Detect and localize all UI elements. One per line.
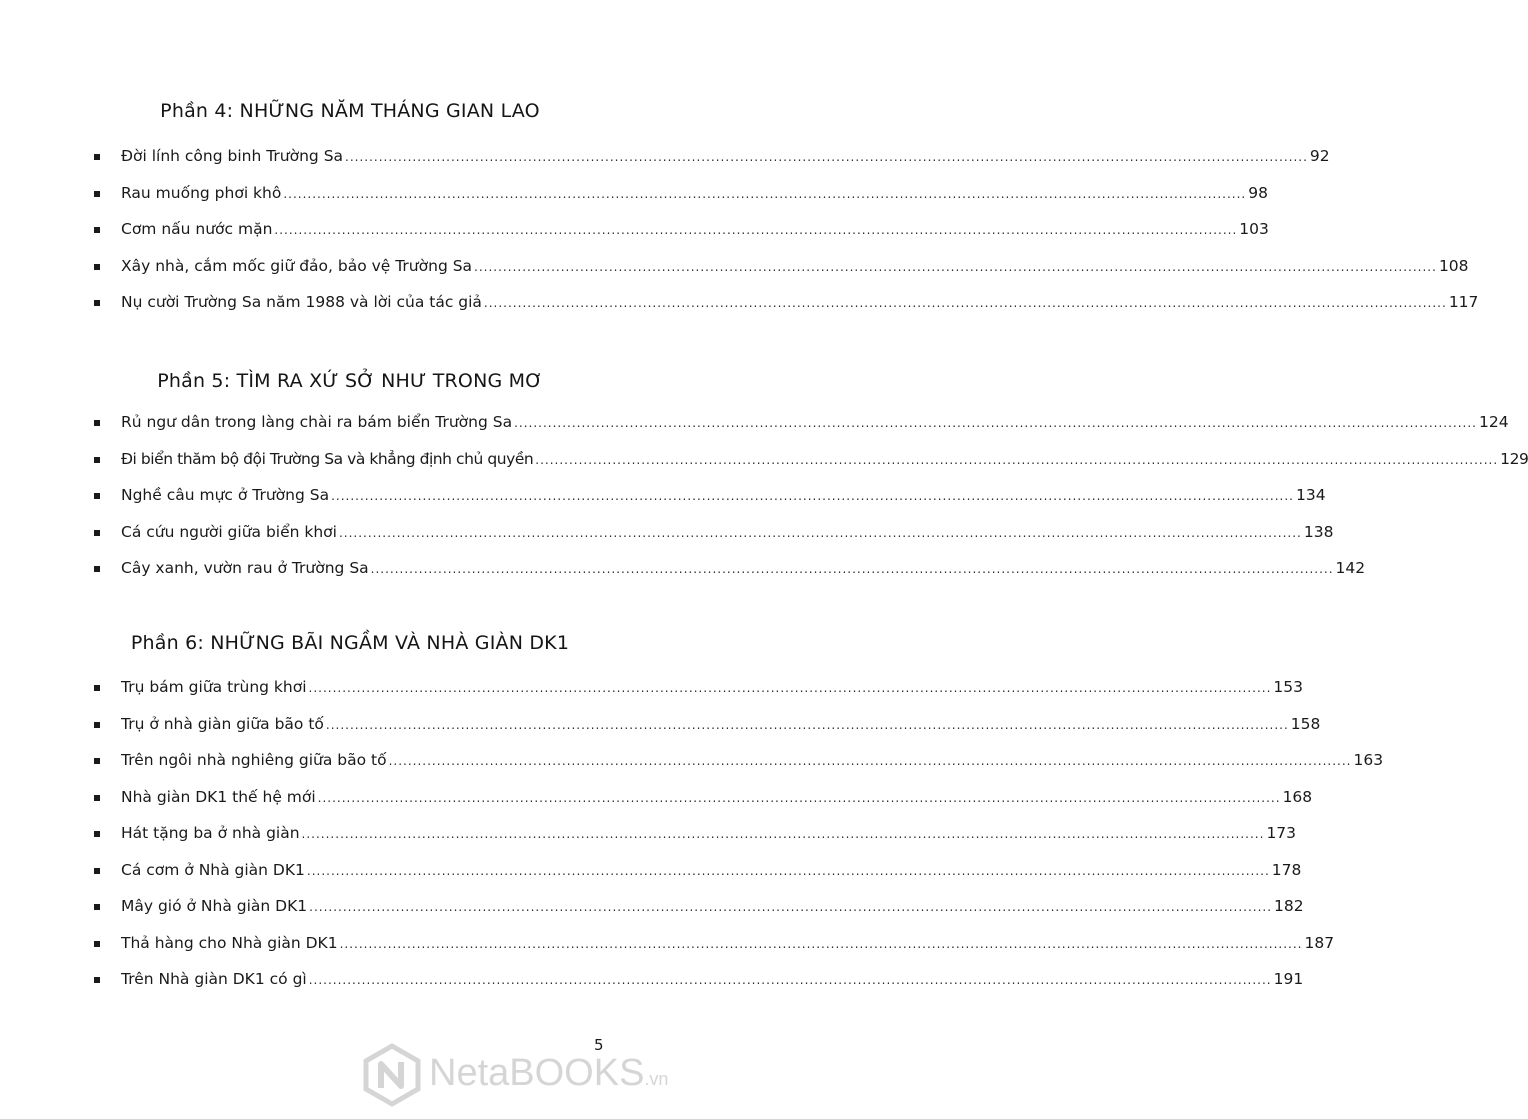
toc-item-title: Xây nhà, cắm mốc giữ đảo, bảo vệ Trường Sa	[121, 256, 473, 275]
toc-item[interactable]	[0, 447, 1528, 484]
toc-item[interactable]	[0, 712, 1321, 749]
toc-item-page: 134	[1295, 486, 1326, 504]
page-number: 5	[594, 1036, 604, 1054]
toc-item-title: Cây xanh, vườn rau ở Trường Sa	[121, 559, 369, 577]
watermark-text: NetaBOOKS.vn	[429, 1052, 669, 1094]
bullet-icon	[94, 264, 100, 270]
bullet-icon	[94, 300, 100, 306]
dot-leader: ........................................................................................................................................................................................................	[301, 827, 1265, 841]
section-5-list	[0, 410, 1528, 593]
toc-item-title: Rủ ngư dân trong làng chài ra bám biển Trường Sa	[121, 413, 513, 431]
toc-item[interactable]	[0, 675, 1304, 712]
toc-item-title: Trên ngôi nhà nghiêng giữa bão tố	[121, 751, 387, 769]
dot-leader: ........................................................................................................................................................................................................	[274, 223, 1238, 237]
toc-item-page: 153	[1273, 678, 1304, 696]
toc-item-title: Trên Nhà giàn DK1 có gì	[121, 970, 307, 988]
toc-item-page: 187	[1304, 933, 1335, 952]
toc-item-title: Cơm nấu nước mặn	[121, 220, 273, 238]
dot-leader: ........................................................................................................................................................................................................	[483, 296, 1447, 310]
toc-item-page: 117	[1448, 293, 1479, 311]
toc-item-page: 158	[1290, 714, 1321, 733]
toc-item-page: 191	[1273, 970, 1304, 988]
toc-item-title: Đời lính công binh Trường Sa	[121, 147, 344, 165]
toc-item-title: Mây gió ở Nhà giàn DK1	[121, 897, 308, 915]
toc-item[interactable]	[0, 748, 1384, 785]
toc-item-page: 182	[1274, 897, 1304, 915]
toc-item-page: 98	[1248, 183, 1268, 202]
dot-leader: ........................................................................................................................................................................................................	[388, 754, 1352, 768]
toc-item[interactable]	[0, 967, 1304, 1004]
bullet-icon	[94, 685, 100, 691]
toc-item-page: 124	[1478, 413, 1509, 431]
dot-leader: ........................................................................................................................................................................................................	[325, 717, 1289, 732]
section-4-list	[0, 144, 1479, 327]
dot-leader: ........................................................................................................................................................................................................	[474, 259, 1437, 274]
dot-leader: ........................................................................................................................................................................................................	[308, 973, 1272, 987]
toc-item[interactable]	[0, 785, 1313, 822]
section-4-title: Phần 4: NHỮNG NĂM THÁNG GIAN LAO	[160, 100, 540, 122]
bullet-icon	[94, 191, 100, 197]
toc-item[interactable]	[0, 520, 1334, 557]
toc-item-title: Rau muống phơi khô	[121, 183, 282, 202]
toc-item-page: 163	[1353, 751, 1384, 769]
dot-leader: ........................................................................................................................................................................................................	[317, 790, 1281, 805]
bullet-icon	[94, 493, 100, 499]
toc-item-page: 168	[1282, 787, 1313, 806]
toc-item-title: Hát tặng ba ở nhà giàn	[121, 824, 300, 842]
toc-item-title: Cá cứu người giữa biển khơi	[121, 522, 337, 541]
toc-item-title: Thả hàng cho Nhà giàn DK1	[121, 933, 338, 952]
toc-item[interactable]	[0, 894, 1304, 931]
toc-item[interactable]	[0, 410, 1509, 447]
toc-item-title: Đi biển thăm bộ đội Trường Sa và khẳng định chủ quyền	[121, 449, 534, 468]
toc-item-page: 129	[1500, 449, 1528, 468]
dot-leader: ........................................................................................................................................................................................................	[345, 150, 1308, 164]
toc-item-page: 142	[1335, 559, 1366, 577]
dot-leader: ........................................................................................................................................................................................................	[535, 452, 1499, 467]
bullet-icon	[94, 154, 100, 160]
toc-item[interactable]	[0, 217, 1269, 254]
bullet-icon	[94, 831, 100, 837]
netabooks-logo-icon	[363, 1044, 421, 1106]
toc-item-title: Nghề câu mực ở Trường Sa	[121, 486, 330, 504]
section-5-title: Phần 5: TÌM RA XỨ SỞ NHƯ TRONG MƠ	[157, 370, 543, 392]
toc-item[interactable]	[0, 556, 1366, 593]
toc-item[interactable]	[0, 483, 1326, 520]
section-6-list	[0, 675, 1384, 1004]
dot-leader: ........................................................................................................................................................................................................	[339, 936, 1303, 951]
toc-item-page: 173	[1266, 824, 1297, 842]
dot-leader: ........................................................................................................................................................................................................	[283, 186, 1247, 201]
watermark	[363, 1038, 693, 1108]
toc-item-title: Trụ bám giữa trùng khơi	[121, 678, 307, 696]
toc-item[interactable]	[0, 144, 1330, 181]
dot-leader: ........................................................................................................................................................................................................	[338, 525, 1302, 540]
dot-leader: ........................................................................................................................................................................................................	[331, 489, 1294, 503]
toc-item-page: 108	[1438, 256, 1469, 275]
bullet-icon	[94, 795, 100, 801]
toc-item-page: 92	[1309, 147, 1330, 165]
toc-item-title: Nụ cười Trường Sa năm 1988 và lời của tác giả	[121, 293, 482, 311]
section-6-title: Phần 6: NHỮNG BÃI NGẦM VÀ NHÀ GIÀN DK1	[130, 632, 570, 654]
toc-item-page: 178	[1271, 860, 1302, 879]
dot-leader: ........................................................................................................................................................................................................	[306, 863, 1270, 878]
bullet-icon	[94, 530, 100, 536]
bullet-icon	[94, 977, 100, 983]
toc-item[interactable]	[0, 858, 1302, 895]
toc-item[interactable]	[0, 821, 1297, 858]
toc-item[interactable]	[0, 254, 1469, 291]
toc-item[interactable]	[0, 181, 1268, 218]
dot-leader: ........................................................................................................................................................................................................	[370, 562, 1334, 576]
toc-item-page: 138	[1303, 522, 1334, 541]
bullet-icon	[94, 941, 100, 947]
bullet-icon	[94, 420, 100, 426]
toc-item-title: Cá cơm ở Nhà giàn DK1	[121, 860, 305, 879]
bullet-icon	[94, 722, 100, 728]
toc-item[interactable]	[0, 290, 1479, 327]
bullet-icon	[94, 758, 100, 764]
bullet-icon	[94, 904, 100, 910]
toc-item[interactable]	[0, 931, 1335, 968]
dot-leader: ........................................................................................................................................................................................................	[514, 416, 1477, 430]
dot-leader: ........................................................................................................................................................................................................	[309, 900, 1273, 914]
bullet-icon	[94, 227, 100, 233]
toc-item-title: Nhà giàn DK1 thế hệ mới	[121, 787, 316, 806]
toc-item-title: Trụ ở nhà giàn giữa bão tố	[121, 714, 324, 733]
bullet-icon	[94, 457, 100, 463]
dot-leader: ........................................................................................................................................................................................................	[308, 681, 1272, 695]
bullet-icon	[94, 868, 100, 874]
toc-item-page: 103	[1239, 220, 1269, 238]
bullet-icon	[94, 566, 100, 572]
